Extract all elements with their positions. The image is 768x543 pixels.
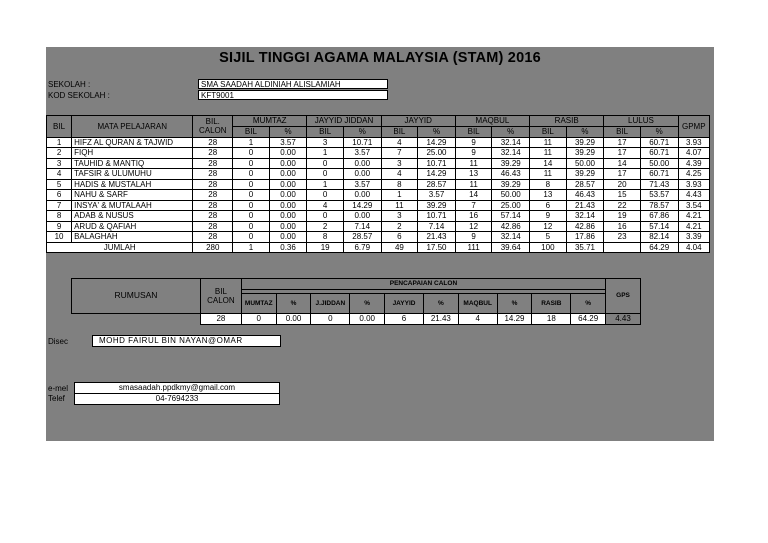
table-cell: 46.43: [492, 169, 530, 180]
subheader-bil: BIL: [455, 127, 492, 138]
table-row: [47, 158, 710, 169]
header-lulus: LULUS: [604, 116, 678, 127]
total-cell: 39.64: [492, 242, 530, 253]
table-cell: 28.57: [566, 179, 604, 190]
rumusan-col-jayyid: JAYYID: [385, 294, 424, 314]
table-row: [47, 137, 710, 148]
table-cell: 2: [381, 221, 418, 232]
rumusan-value: 18: [532, 314, 571, 325]
table-cell: 7: [47, 200, 72, 211]
table-cell: 28: [193, 169, 233, 180]
table-cell: 6: [47, 190, 72, 201]
table-cell: 12: [455, 221, 492, 232]
total-cell: 64.29: [640, 242, 678, 253]
table-cell: 3.93: [678, 179, 709, 190]
header-rasib: RASIB: [530, 116, 604, 127]
table-cell: 57.14: [492, 211, 530, 222]
table-cell: 28: [193, 148, 233, 159]
table-cell: 11: [455, 179, 492, 190]
table-cell: 3: [47, 158, 72, 169]
table-row: [47, 148, 710, 159]
subject-name: FIQH: [72, 148, 193, 159]
subject-name: HIFZ AL QURAN & TAJWID: [72, 137, 193, 148]
table-cell: 4.07: [678, 148, 709, 159]
subject-name: TAUHID & MANTIQ: [72, 158, 193, 169]
table-cell: 10.71: [418, 211, 456, 222]
table-cell: 14.29: [418, 137, 456, 148]
table-cell: 42.86: [492, 221, 530, 232]
table-cell: 11: [530, 137, 567, 148]
sekolah-value: SMA SAADAH ALDINIAH ALISLAMIAH: [198, 79, 388, 89]
table-cell: 3.57: [418, 190, 456, 201]
table-cell: 8: [381, 179, 418, 190]
table-cell: 23: [604, 232, 641, 243]
table-cell: 8: [307, 232, 344, 243]
table-cell: 7.14: [343, 221, 381, 232]
table-cell: 9: [530, 211, 567, 222]
table-cell: 60.71: [640, 148, 678, 159]
subheader-bil: BIL: [307, 127, 344, 138]
table-cell: 21.43: [566, 200, 604, 211]
table-cell: 0: [233, 221, 270, 232]
table-cell: 0.00: [269, 232, 307, 243]
table-cell: 2: [307, 221, 344, 232]
table-cell: 11: [530, 169, 567, 180]
rumusan-col-rasib: RASIB: [532, 294, 571, 314]
table-cell: 14.29: [343, 200, 381, 211]
table-cell: 1: [307, 148, 344, 159]
table-cell: 39.29: [566, 137, 604, 148]
rumusan-col-pct: %: [497, 294, 532, 314]
table-cell: 14.29: [418, 169, 456, 180]
rumusan-value: 6: [385, 314, 424, 325]
subheader-bil: BIL: [381, 127, 418, 138]
kod-sekolah-label: KOD SEKOLAH :: [48, 91, 110, 100]
table-cell: 28: [193, 137, 233, 148]
table-cell: 42.86: [566, 221, 604, 232]
table-cell: 4: [307, 200, 344, 211]
total-cell: 100: [530, 242, 567, 253]
subject-name: TAFSIR & ULUMUHU: [72, 169, 193, 180]
table-cell: 50.00: [640, 158, 678, 169]
table-cell: 4: [47, 169, 72, 180]
table-cell: 28.57: [343, 232, 381, 243]
table-cell: 71.43: [640, 179, 678, 190]
table-cell: 0.00: [269, 158, 307, 169]
table-cell: 28: [193, 190, 233, 201]
table-row: [47, 221, 710, 232]
rumusan-value: 0: [241, 314, 276, 325]
table-cell: 17: [604, 137, 641, 148]
table-cell: 4.25: [678, 169, 709, 180]
table-cell: 3.57: [343, 179, 381, 190]
table-cell: 17.86: [566, 232, 604, 243]
table-cell: 0.00: [343, 158, 381, 169]
rumusan-col-pct: %: [423, 294, 458, 314]
header-mata-pelajaran: MATA PELAJARAN: [72, 116, 193, 138]
subject-name: HADIS & MUSTALAH: [72, 179, 193, 190]
table-cell: 6: [381, 232, 418, 243]
table-cell: 14: [604, 158, 641, 169]
table-cell: 32.14: [492, 148, 530, 159]
table-cell: 3.93: [678, 137, 709, 148]
table-cell: 2: [47, 148, 72, 159]
rumusan-value: 14.29: [497, 314, 532, 325]
header-jayyid: JAYYID: [381, 116, 455, 127]
subheader-pct: %: [418, 127, 456, 138]
total-cell: 49: [381, 242, 418, 253]
table-cell: 4: [381, 169, 418, 180]
table-cell: 28: [193, 158, 233, 169]
total-cell: 280: [193, 242, 233, 253]
email-value: smasaadah.ppdkmy@gmail.com: [74, 382, 280, 394]
subject-name: BALAGHAH: [72, 232, 193, 243]
pencapaian-calon-header: PENCAPAIAN CALON: [241, 279, 605, 290]
table-cell: 60.71: [640, 169, 678, 180]
table-cell: 17: [604, 169, 641, 180]
table-cell: 32.14: [492, 137, 530, 148]
table-cell: 16: [455, 211, 492, 222]
table-cell: 28: [193, 232, 233, 243]
rumusan-blank: [72, 314, 201, 325]
telefon-label: Telef: [48, 394, 65, 403]
table-cell: 4.39: [678, 158, 709, 169]
subheader-bil: BIL: [604, 127, 641, 138]
table-cell: 9: [455, 137, 492, 148]
rumusan-col-jjiddan: J.JIDDAN: [311, 294, 350, 314]
header-maqbul: MAQBUL: [455, 116, 529, 127]
subject-name: NAHU & SARF: [72, 190, 193, 201]
table-cell: 22: [604, 200, 641, 211]
table-cell: 46.43: [566, 190, 604, 201]
table-cell: 39.29: [492, 158, 530, 169]
table-cell: 28: [193, 211, 233, 222]
table-cell: 1: [307, 179, 344, 190]
subheader-pct: %: [492, 127, 530, 138]
gps-header: GPS: [606, 279, 641, 314]
table-cell: 39.29: [566, 169, 604, 180]
table-cell: 3: [381, 158, 418, 169]
header-bil: BIL: [47, 116, 72, 138]
table-cell: 78.57: [640, 200, 678, 211]
subheader-bil: BIL: [233, 127, 270, 138]
table-cell: 50.00: [566, 158, 604, 169]
table-cell: 28.57: [418, 179, 456, 190]
rumusan-value: 21.43: [423, 314, 458, 325]
table-cell: 0: [307, 211, 344, 222]
table-cell: 11: [381, 200, 418, 211]
table-row: [47, 232, 710, 243]
table-cell: 39.29: [418, 200, 456, 211]
table-cell: 7: [381, 148, 418, 159]
total-cell: 4.04: [678, 242, 709, 253]
table-cell: 3.57: [343, 148, 381, 159]
rumusan-col-maqbul: MAQBUL: [458, 294, 497, 314]
table-row: [47, 169, 710, 180]
total-cell: 17.50: [418, 242, 456, 253]
table-cell: 0: [307, 158, 344, 169]
table-cell: 57.14: [640, 221, 678, 232]
subheader-pct: %: [566, 127, 604, 138]
table-cell: 19: [604, 211, 641, 222]
table-cell: 0.00: [269, 221, 307, 232]
table-cell: 21.43: [418, 232, 456, 243]
table-cell: 5: [530, 232, 567, 243]
table-cell: 25.00: [492, 200, 530, 211]
rumusan-bil-calon: BIL CALON: [200, 279, 241, 314]
disediakan-value: MOHD FAIRUL BIN NAYAN@OMAR: [92, 335, 281, 347]
table-cell: 14: [455, 190, 492, 201]
table-cell: 9: [455, 148, 492, 159]
table-cell: 3.39: [678, 232, 709, 243]
table-row: [47, 211, 710, 222]
table-cell: 39.29: [566, 148, 604, 159]
table-row: [47, 200, 710, 211]
table-cell: 0.00: [269, 190, 307, 201]
gps-value: 4.43: [606, 314, 641, 325]
table-cell: 32.14: [566, 211, 604, 222]
table-cell: 0: [233, 200, 270, 211]
table-cell: 0.00: [343, 169, 381, 180]
table-cell: 20: [604, 179, 641, 190]
subject-name: ARUD & QAFIAH: [72, 221, 193, 232]
table-cell: 8: [47, 211, 72, 222]
table-cell: 60.71: [640, 137, 678, 148]
table-cell: 9: [455, 232, 492, 243]
table-cell: 28: [193, 221, 233, 232]
disediakan-label: Disec: [48, 337, 69, 346]
total-cell: 111: [455, 242, 492, 253]
table-cell: 25.00: [418, 148, 456, 159]
rumusan-value: 28: [200, 314, 241, 325]
total-cell: [604, 242, 641, 253]
header-gpmp: GPMP: [678, 116, 709, 138]
table-cell: 0: [233, 148, 270, 159]
subject-name: INSYA' & MUTALAAH: [72, 200, 193, 211]
table-cell: 0: [233, 190, 270, 201]
header-bil-calon: BIL. CALON: [193, 116, 233, 138]
total-cell: 1: [233, 242, 270, 253]
table-cell: 3: [381, 211, 418, 222]
total-cell: 19: [307, 242, 344, 253]
telefon-value: 04-7694233: [74, 393, 280, 405]
table-cell: 13: [530, 190, 567, 201]
results-table: [46, 115, 710, 253]
rumusan-values-row: [72, 314, 641, 325]
rumusan-value: 0.00: [350, 314, 385, 325]
table-cell: 9: [47, 221, 72, 232]
subheader-pct: %: [269, 127, 307, 138]
table-cell: 4: [381, 137, 418, 148]
table-cell: 6: [530, 200, 567, 211]
total-cell: 35.71: [566, 242, 604, 253]
table-cell: 4.21: [678, 211, 709, 222]
result-sheet: [46, 47, 714, 441]
rumusan-value: 0: [311, 314, 350, 325]
table-cell: 50.00: [492, 190, 530, 201]
table-cell: 5: [47, 179, 72, 190]
table-cell: 28: [193, 179, 233, 190]
rumusan-value: 64.29: [571, 314, 606, 325]
table-cell: 10: [47, 232, 72, 243]
table-cell: 0.00: [343, 190, 381, 201]
table-row: [47, 190, 710, 201]
rumusan-value: 0.00: [276, 314, 311, 325]
total-row: [47, 242, 710, 253]
table-cell: 3.54: [678, 200, 709, 211]
table-cell: 14: [530, 158, 567, 169]
table-cell: 0.00: [269, 200, 307, 211]
table-cell: 11: [530, 148, 567, 159]
kod-sekolah-value: KFT9001: [198, 90, 388, 100]
table-cell: 1: [233, 137, 270, 148]
rumusan-value: 4: [458, 314, 497, 325]
table-cell: 0.00: [343, 211, 381, 222]
table-cell: 4.43: [678, 190, 709, 201]
total-cell: 6.79: [343, 242, 381, 253]
table-cell: 0: [233, 232, 270, 243]
rumusan-label: RUMUSAN: [72, 279, 201, 314]
table-cell: 0: [233, 211, 270, 222]
subject-name: ADAB & NUSUS: [72, 211, 193, 222]
table-cell: 0: [233, 158, 270, 169]
table-cell: 32.14: [492, 232, 530, 243]
table-cell: 0: [307, 190, 344, 201]
page-title: SIJIL TINGGI AGAMA MALAYSIA (STAM) 2016: [219, 50, 541, 66]
table-cell: 28: [193, 200, 233, 211]
table-cell: 4.21: [678, 221, 709, 232]
subheader-pct: %: [343, 127, 381, 138]
rumusan-col-pct: %: [350, 294, 385, 314]
table-cell: 0.00: [269, 211, 307, 222]
table-cell: 17: [604, 148, 641, 159]
table-cell: 0: [233, 179, 270, 190]
table-cell: 8: [530, 179, 567, 190]
subheader-pct: %: [640, 127, 678, 138]
table-cell: 0.00: [269, 169, 307, 180]
sekolah-label: SEKOLAH :: [48, 80, 91, 89]
table-cell: 0: [233, 169, 270, 180]
rumusan-col-pct: %: [276, 294, 311, 314]
table-cell: 1: [47, 137, 72, 148]
table-cell: 15: [604, 190, 641, 201]
table-cell: 82.14: [640, 232, 678, 243]
table-cell: 7.14: [418, 221, 456, 232]
table-cell: 0.00: [269, 148, 307, 159]
table-cell: 39.29: [492, 179, 530, 190]
table-cell: 0: [307, 169, 344, 180]
email-label: e-mel: [48, 384, 69, 393]
header-jayyid-jiddan: JAYYID JIDDAN: [307, 116, 381, 127]
total-cell: 0.36: [269, 242, 307, 253]
total-label: JUMLAH: [47, 242, 193, 253]
table-cell: 10.71: [418, 158, 456, 169]
header-mumtaz: MUMTAZ: [233, 116, 307, 127]
table-cell: 16: [604, 221, 641, 232]
table-cell: 12: [530, 221, 567, 232]
table-cell: 10.71: [343, 137, 381, 148]
rumusan-col-mumtaz: MUMTAZ: [241, 294, 276, 314]
table-cell: 1: [381, 190, 418, 201]
table-cell: 53.57: [640, 190, 678, 201]
table-cell: 3.57: [269, 137, 307, 148]
table-cell: 7: [455, 200, 492, 211]
rumusan-col-pct: %: [571, 294, 606, 314]
table-cell: 13: [455, 169, 492, 180]
table-cell: 67.86: [640, 211, 678, 222]
table-row: [47, 179, 710, 190]
table-cell: 0.00: [269, 179, 307, 190]
subheader-bil: BIL: [530, 127, 567, 138]
rumusan-table: [71, 278, 641, 325]
table-cell: 3: [307, 137, 344, 148]
table-cell: 11: [455, 158, 492, 169]
